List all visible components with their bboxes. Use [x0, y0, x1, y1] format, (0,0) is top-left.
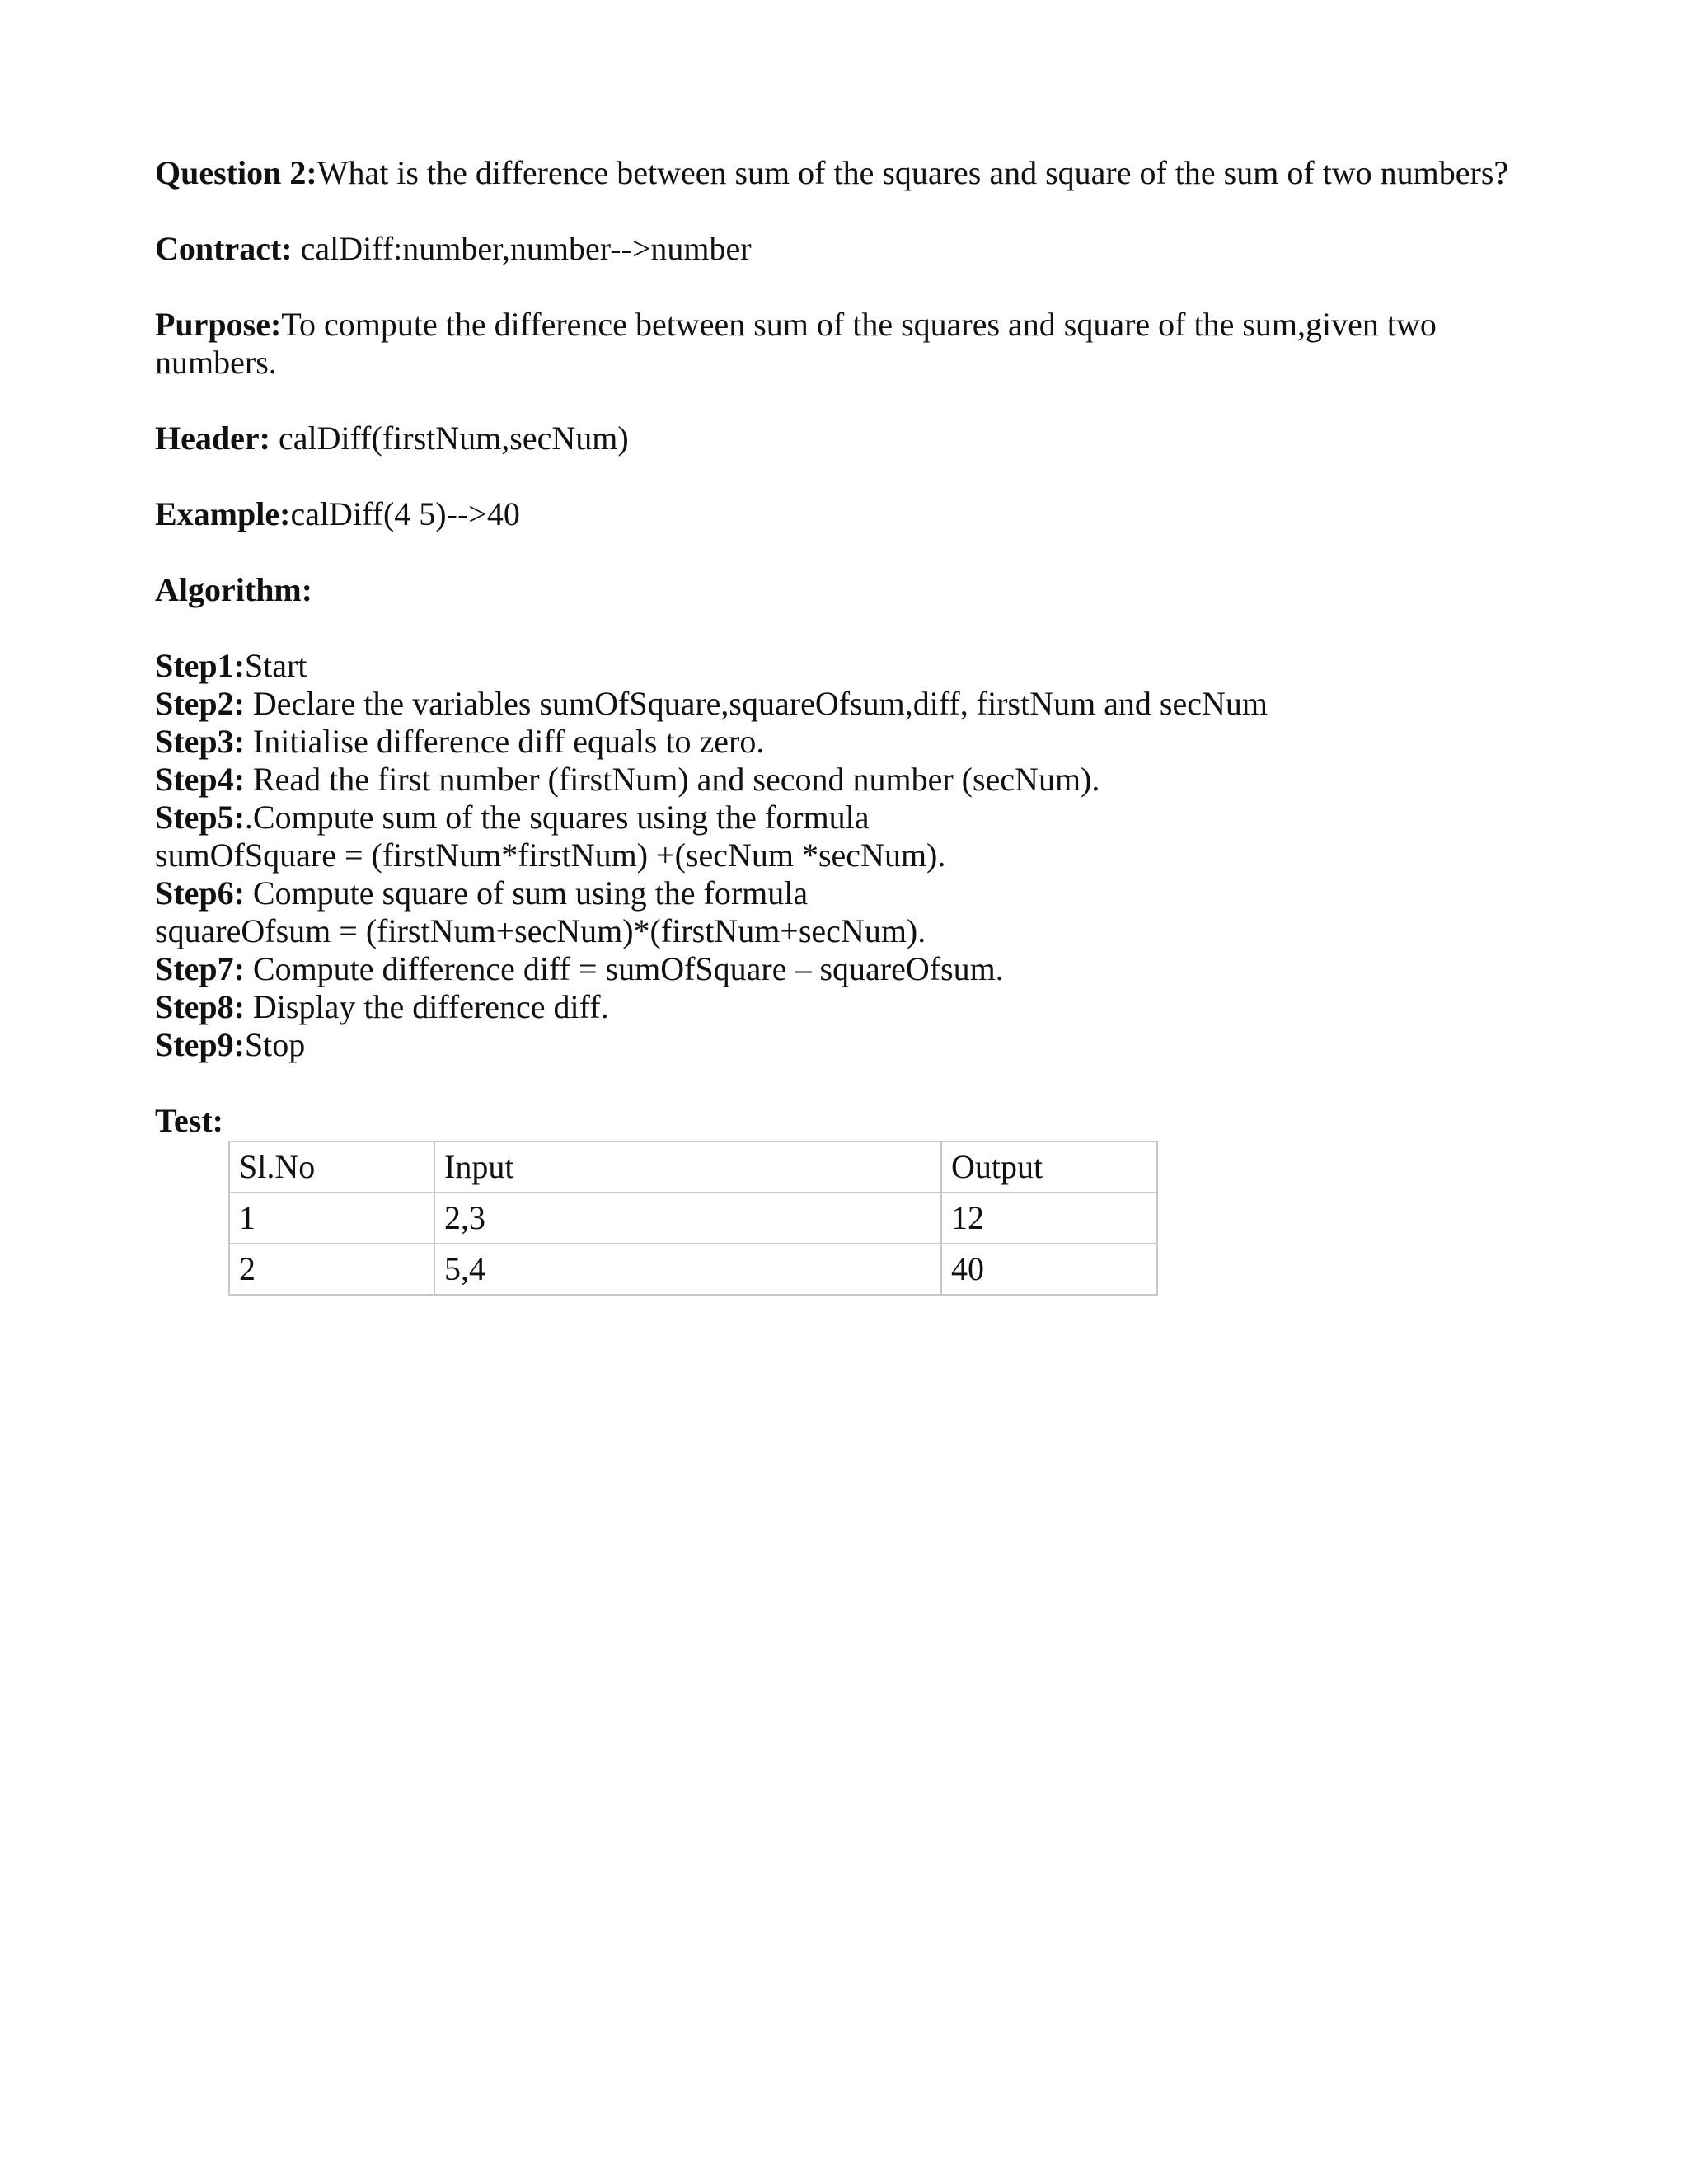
- step-line: [155, 799, 870, 837]
- purpose-label: Purpose:: [155, 306, 282, 343]
- contract-label: Contract:: [155, 230, 293, 267]
- table-cell: 2,3: [434, 1193, 941, 1244]
- step-label: Step6:: [155, 874, 245, 912]
- table-cell: 2: [229, 1244, 434, 1295]
- algorithm-label: Algorithm:: [155, 571, 313, 608]
- step-line: [155, 1026, 305, 1064]
- purpose-paragraph: [155, 306, 1474, 382]
- formula-line: [155, 837, 945, 874]
- step-label: Step8:: [155, 988, 245, 1025]
- header-line: [155, 419, 629, 457]
- header-text: calDiff(firstNum,secNum): [270, 419, 629, 457]
- table-row: [229, 1244, 1157, 1295]
- step-line: [155, 761, 1100, 799]
- example-text: calDiff(4 5)-->40: [290, 495, 520, 532]
- step-line: [155, 874, 808, 912]
- step-text: Read the first number (firstNum) and second number (secNum).: [244, 761, 1100, 798]
- step-label: Step9:: [155, 1026, 245, 1063]
- question-line: [155, 154, 1508, 192]
- step-line: [155, 723, 764, 761]
- step-text: Stop: [244, 1026, 306, 1063]
- step-label: Step5:: [155, 799, 245, 836]
- contract-text: calDiff:number,number-->number: [292, 230, 752, 267]
- table-cell: 1: [229, 1193, 434, 1244]
- table-header-cell: Input: [434, 1141, 941, 1193]
- step-label: Step3:: [155, 723, 245, 760]
- formula-line: [155, 912, 926, 950]
- table-header-cell: Output: [941, 1141, 1157, 1193]
- table-header-cell: Sl.No: [229, 1141, 434, 1193]
- test-table: [228, 1141, 1158, 1296]
- step-text: Display the difference diff.: [244, 988, 609, 1025]
- table-header-row: [229, 1141, 1157, 1193]
- formula-text: squareOfsum = (firstNum+secNum)*(firstNum+secNum).: [155, 912, 926, 949]
- table-cell: 40: [941, 1244, 1157, 1295]
- purpose-text: To compute the difference between sum of the squares and square of the sum,given two numbers.: [155, 306, 1437, 381]
- step-label: Step1:: [155, 647, 245, 684]
- question-text: What is the difference between sum of the squares and square of the sum of two numbers?: [316, 154, 1509, 191]
- contract-line: [155, 230, 752, 268]
- test-heading: [155, 1102, 223, 1140]
- table-row: [229, 1193, 1157, 1244]
- step-label: Step2:: [155, 685, 245, 722]
- step-text: Compute square of sum using the formula: [244, 874, 809, 912]
- formula-text: sumOfSquare = (firstNum*firstNum) +(secNum *secNum).: [155, 837, 946, 874]
- step-text: Declare the variables sumOfSquare,squareOfsum,diff, firstNum and secNum: [244, 685, 1268, 722]
- question-label: Question 2:: [155, 154, 317, 191]
- step-line: [155, 685, 1268, 723]
- table-cell: 12: [941, 1193, 1157, 1244]
- example-label: Example:: [155, 495, 291, 532]
- header-label: Header:: [155, 419, 270, 457]
- step-text: Start: [244, 647, 307, 684]
- step-text: Initialise difference diff equals to zero.: [244, 723, 765, 760]
- table-cell: 5,4: [434, 1244, 941, 1295]
- algorithm-heading: [155, 571, 312, 609]
- step-line: [155, 950, 1004, 988]
- step-text: .Compute sum of the squares using the formula: [244, 799, 870, 836]
- step-label: Step4:: [155, 761, 245, 798]
- step-line: [155, 988, 609, 1026]
- example-line: [155, 495, 520, 533]
- step-text: Compute difference diff = sumOfSquare – squareOfsum.: [244, 950, 1004, 987]
- step-label: Step7:: [155, 950, 245, 987]
- test-label: Test:: [155, 1102, 223, 1139]
- step-line: [155, 647, 307, 685]
